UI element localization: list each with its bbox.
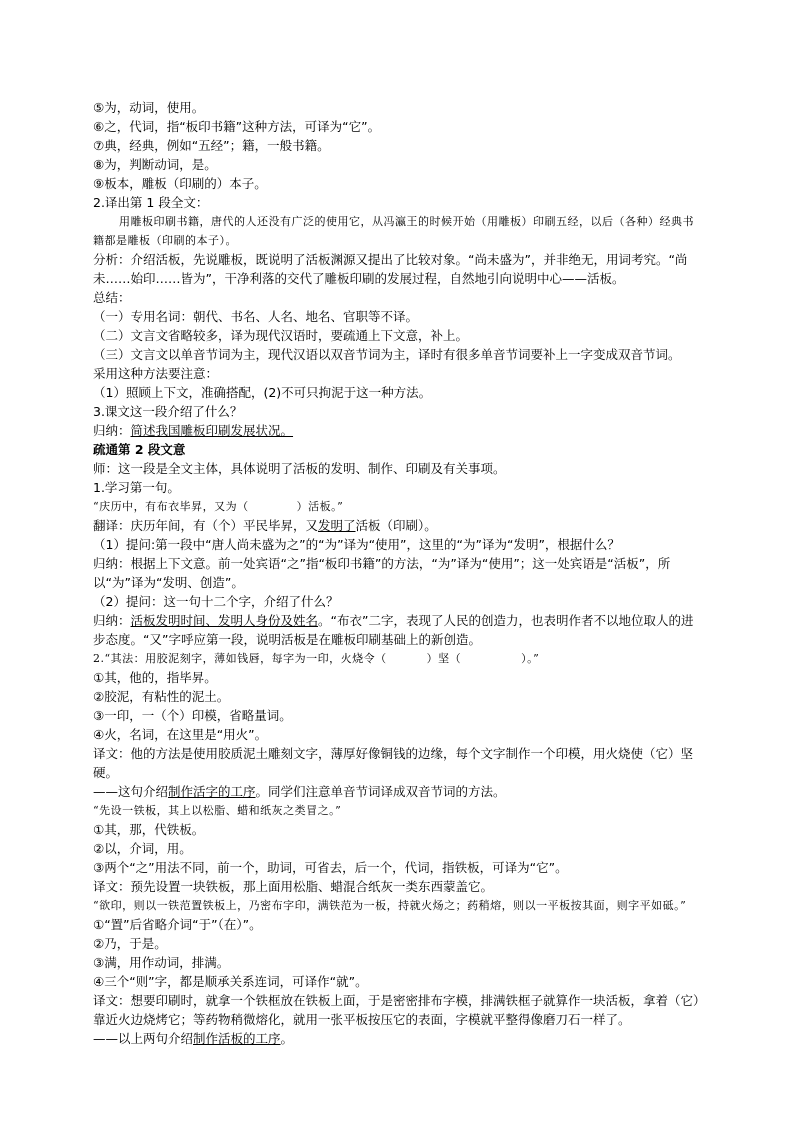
translation-3: 译文：预先设置一块铁板，那上面用松脂、蜡混合纸灰一类东西蒙盖它。 xyxy=(93,879,494,894)
quote2-part-1: 2.“其法：用胶泥刻字，薄如钱唇，每字为一印，火烧令（ xyxy=(93,652,387,665)
quote2-part-3: ）。” xyxy=(521,652,540,665)
summary-heading: 总结： xyxy=(93,290,131,305)
process-note-2 xyxy=(93,1029,705,1048)
note-8: ⑧为，判断动词，是。 xyxy=(93,157,217,172)
process-note-2-lead: ——以上两句介绍 xyxy=(93,1031,194,1046)
quote-part-2: ）活板。” xyxy=(296,500,344,513)
method-points: （1）照顾上下文，准确搭配，(2)不可只拘泥于这一种方法。 xyxy=(93,385,432,400)
summary-item-3: （三）文言文以单音节词为主，现代汉语以双音节词为主，译时有很多单音节词要补上一字变成双音节词。 xyxy=(93,347,681,362)
answer-1: 归纳：根据上下文意。前一处宾语“之”指“板印书籍”的方法，“为”译为“使用”；这一处宾语是“活板”，所以“为”译为“发明、创造”。 xyxy=(93,556,671,590)
process-note-2-rest: 。 xyxy=(280,1031,294,1046)
translation-paragraph-1: 用雕板印刷书籍，唐代的人还没有广泛的使用它，从冯瀛王的时候开始（用雕板）印刷五经，以后（各种）经典书籍都是雕板（印刷的本子）。 xyxy=(93,215,694,247)
translation-part-1: 翻译：庆历年间，有（个）平民毕昇，又 xyxy=(93,518,319,533)
gloss-4: ④火，名词，在这里是“用火”。 xyxy=(93,727,268,742)
quote-sentence-2 xyxy=(93,649,705,668)
translation-sentence-1 xyxy=(93,516,705,535)
note-9: ⑨板本，雕板（印刷的）本子。 xyxy=(93,176,267,191)
section-2-heading: 疏通第 2 段文意 xyxy=(93,442,186,457)
translation-2: 译文：他的方法是使用胶质泥土雕刻文字，薄厚好像铜钱的边缘，每个文字制作一个印模，用火烧使（它）坚硬。 xyxy=(93,746,694,780)
gloss-5: ①其，那，代铁板。 xyxy=(93,822,205,837)
gloss-1: ①其，他的，指毕昇。 xyxy=(93,670,217,685)
quote-sentence-4: “欲印，则以一铁范置铁板上，乃密布字印，满铁范为一板，持就火炀之；药稍熔，则以一平板按其面，则字平如砥。” xyxy=(93,899,687,912)
gloss-6: ②以，介词，用。 xyxy=(93,841,192,856)
process-note-1-underlined: 制作活字的工序 xyxy=(168,784,256,799)
summary-item-1: （一）专用名词：朝代、书名、人名、地名、官职等不译。 xyxy=(93,309,419,324)
note-7: ⑦典，经典，例如“五经”；籍，一般书籍。 xyxy=(93,138,330,153)
gloss-9: ②乃，于是。 xyxy=(93,936,167,951)
study-first-sentence: 1.学习第一句。 xyxy=(93,480,180,495)
quote-part-1: “庆历中，有布衣毕昇，又为（ xyxy=(93,500,249,513)
teacher-intro: 师：这一段是全文主体，具体说明了活板的发明、制作、印刷及有关事项。 xyxy=(93,461,506,476)
gloss-2: ②胶泥，有粘性的泥土。 xyxy=(93,689,230,704)
quote2-part-2: ）坚（ xyxy=(426,652,462,665)
gloss-7: ③两个“之”用法不同，前一个，助词，可省去，后一个，代词，指铁板，可译为“它”。 xyxy=(93,860,568,875)
conclusion-1 xyxy=(93,421,705,440)
process-note-1-rest: 。同学们注意单音节词译成双音节词的方法。 xyxy=(255,784,506,799)
gloss-8: ①“置”后省略介词“于”（在）”。 xyxy=(93,917,262,932)
question-1: （1）提问:第一段中“唐人尚未盛为之”的“为”译为“使用”，这里的“为”译为“发明”，根据什么？ xyxy=(93,537,620,552)
note-6: ⑥之，代词，指“板印书籍”这种方法，可译为“它”。 xyxy=(93,119,381,134)
answer-label: 归纳： xyxy=(93,613,131,628)
conclusion-label: 归纳： xyxy=(93,423,131,438)
question-2-heading: 2.译出第 1 段全文： xyxy=(93,195,209,210)
conclusion-text: 简述我国雕板印刷发展状况。 xyxy=(130,423,294,438)
quote-sentence-3: “先设一铁板，其上以松脂、蜡和纸灰之类冒之。” xyxy=(93,804,342,817)
process-note-1-lead: ——这句介绍 xyxy=(93,784,169,799)
translation-underlined: 发明了 xyxy=(318,518,356,533)
note-5: ⑤为，动词，使用。 xyxy=(93,100,205,115)
gloss-10: ③满，用作动词，排满。 xyxy=(93,955,230,970)
analysis-paragraph: 分析：介绍活板，先说雕板，既说明了活板渊源又提出了比较对象。“尚未盛为”，并非绝无，用词考究。“尚未……始印……皆为”，干净利落的交代了雕板印刷的发展过程，自然地引向说明中心——活板。 xyxy=(93,252,688,286)
translation-part-2: 活板（印刷）。 xyxy=(355,518,437,533)
question-2: （2）提问：这一句十二个字，介绍了什么？ xyxy=(93,594,339,609)
document-page xyxy=(93,98,705,1048)
gloss-3: ③一印，一（个）印模，省略量词。 xyxy=(93,708,292,723)
gloss-11: ④三个“则”字，都是顺承关系连词，可译作“就”。 xyxy=(93,974,368,989)
question-3-heading: 3.课文这一段介绍了什么？ xyxy=(93,404,243,419)
answer-2 xyxy=(93,611,705,649)
process-note-2-underlined: 制作活板的工序 xyxy=(193,1031,281,1046)
summary-item-2: （二）文言文省略较多，译为现代汉语时，要疏通上下文意，补上。 xyxy=(93,328,469,343)
quote-sentence-1 xyxy=(93,497,705,516)
answer-rest: 。“布衣”二字，表现了人民的创造力，也表明作者不以地位取人的进步态度。“又”字呼应第一段，说明活板是在雕板印刷基础上的新创造。 xyxy=(93,613,694,647)
process-note-1 xyxy=(93,782,705,801)
answer-underlined: 活板发明时间、发明人身份及姓名 xyxy=(130,613,319,628)
translation-4: 译文：想要印刷时，就拿一个铁框放在铁板上面，于是密密排布字模，排满铁框子就算作一块活板，拿着（它）靠近火边烧烤它；等药物稍微熔化，就用一张平板按压它的表面，字模就平整得像磨刀石一样了。 xyxy=(93,993,700,1027)
method-note: 采用这种方法要注意： xyxy=(93,366,219,381)
